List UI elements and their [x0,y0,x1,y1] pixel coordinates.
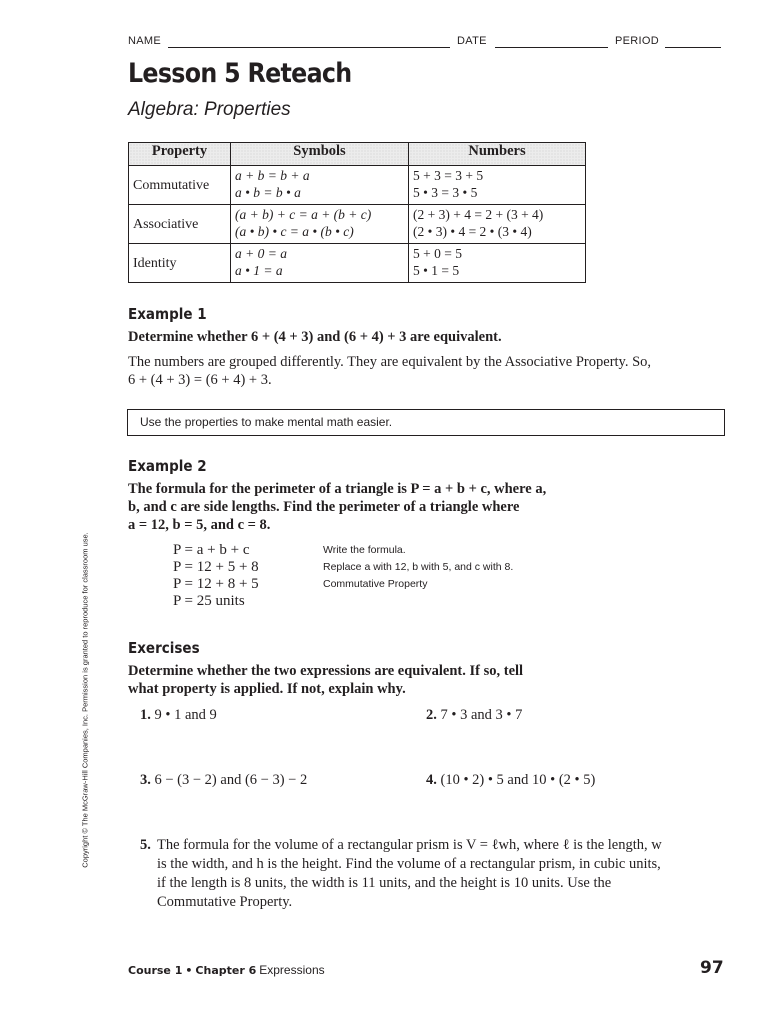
table-row [129,205,586,244]
example2-problem-line2: b, and c are side lengths. Find the perimeter of a triangle where [128,499,520,515]
exercise-text: 7 • 3 and 3 • 7 [440,707,523,723]
example1-answer-line1: The numbers are grouped differently. They are equivalent by the Associative Property. So, [128,354,652,370]
exercise-number: 3. [140,772,151,788]
formula-step: P = 12 + 5 + 8 [173,559,259,575]
period-label: PERIOD [615,35,659,47]
symbols-cell [231,244,409,283]
exercise-item-2 [426,706,522,725]
formula-step: P = 25 units [173,593,245,609]
date-label: DATE [457,35,487,47]
symbols-cell [231,205,409,244]
symbol-line: a • b = b • a [235,185,301,200]
table-row [129,244,586,283]
exercise5-line: Commutative Property. [157,894,293,910]
exercise5-line: is the width, and h is the height. Find the volume of a rectangular prism, in cubic units, [157,856,661,872]
number-line: 5 + 0 = 5 [413,246,462,261]
footer-topic: Expressions [259,963,325,977]
name-line[interactable] [168,35,450,48]
name-label: NAME [128,35,161,47]
property-name: Associative [129,205,231,244]
formula-note: Commutative Property [323,578,428,590]
lesson-title: Lesson 5 Reteach [128,58,352,89]
exercises-instructions-line2: what property is applied. If not, explain why. [128,681,406,697]
formula-step: P = 12 + 8 + 5 [173,576,259,592]
symbol-line: (a • b) • c = a • (b • c) [235,224,354,239]
properties-table [128,142,586,283]
number-line: (2 • 3) • 4 = 2 • (3 • 4) [413,224,532,239]
tip-box [127,409,725,436]
numbers-cell [409,244,586,283]
number-line: (2 + 3) + 4 = 2 + (3 + 4) [413,207,544,222]
exercise-item-4 [426,771,595,790]
number-line: 5 • 3 = 3 • 5 [413,185,478,200]
exercise-number: 2. [426,707,437,723]
exercise-number: 5. [140,837,151,853]
example1-question: Determine whether 6 + (4 + 3) and (6 + 4) + 3 are equivalent. [128,329,502,345]
table-row [129,166,586,205]
footer-course-info [128,963,325,978]
property-name: Commutative [129,166,231,205]
exercises-heading: Exercises [128,639,200,657]
exercise5-line: if the length is 8 units, the width is 11 units, and the height is 10 units. Use the [157,875,612,891]
symbol-line: (a + b) + c = a + (b + c) [235,207,372,222]
symbols-cell [231,166,409,205]
numbers-cell [409,205,586,244]
number-line: 5 + 3 = 3 + 5 [413,168,484,183]
copyright-text: Copyright © The McGraw-Hill Companies, Inc. Permission is granted to reproduce for classroom use. [80,532,90,868]
exercise-number: 1. [140,707,151,723]
example1-answer-line2: 6 + (4 + 3) = (6 + 4) + 3. [128,372,272,388]
symbol-line: a + 0 = a [235,246,287,261]
table-header-row [129,143,586,166]
example2-problem-line1: The formula for the perimeter of a triangle is P = a + b + c, where a, [128,481,547,497]
formula-step: P = a + b + c [173,542,250,558]
example1-heading: Example 1 [128,305,207,323]
date-line[interactable] [495,35,608,48]
symbol-line: a • 1 = a [235,263,283,278]
exercise-text: 9 • 1 and 9 [154,707,217,723]
period-line[interactable] [665,35,721,48]
header-property: Property [129,143,231,166]
exercise5-line: The formula for the volume of a rectangular prism is V = ℓwh, where ℓ is the length, w [157,837,662,853]
example2-heading: Example 2 [128,457,207,475]
exercise-text: (10 • 2) • 5 and 10 • (2 • 5) [440,772,596,788]
property-name: Identity [129,244,231,283]
example2-problem-line3: a = 12, b = 5, and c = 8. [128,517,271,533]
exercise-item-1 [140,706,217,725]
numbers-cell [409,166,586,205]
tip-text: Use the properties to make mental math easier. [140,415,393,429]
exercise-text: 6 − (3 − 2) and (6 − 3) − 2 [154,772,308,788]
page-number: 97 [700,958,724,978]
footer-bullet: • [185,964,193,977]
footer-course: Course 1 [128,964,183,977]
exercises-instructions-line1: Determine whether the two expressions are equivalent. If so, tell [128,663,524,679]
formula-note: Write the formula. [323,544,406,556]
header-symbols: Symbols [231,143,409,166]
exercise-number: 4. [426,772,437,788]
header-numbers: Numbers [409,143,586,166]
lesson-subtitle: Algebra: Properties [128,99,291,120]
exercise-item-3 [140,771,307,790]
symbol-line: a + b = b + a [235,168,310,183]
formula-note: Replace a with 12, b with 5, and c with 8. [323,561,514,573]
number-line: 5 • 1 = 5 [413,263,460,278]
footer-chapter: Chapter 6 [195,964,257,977]
